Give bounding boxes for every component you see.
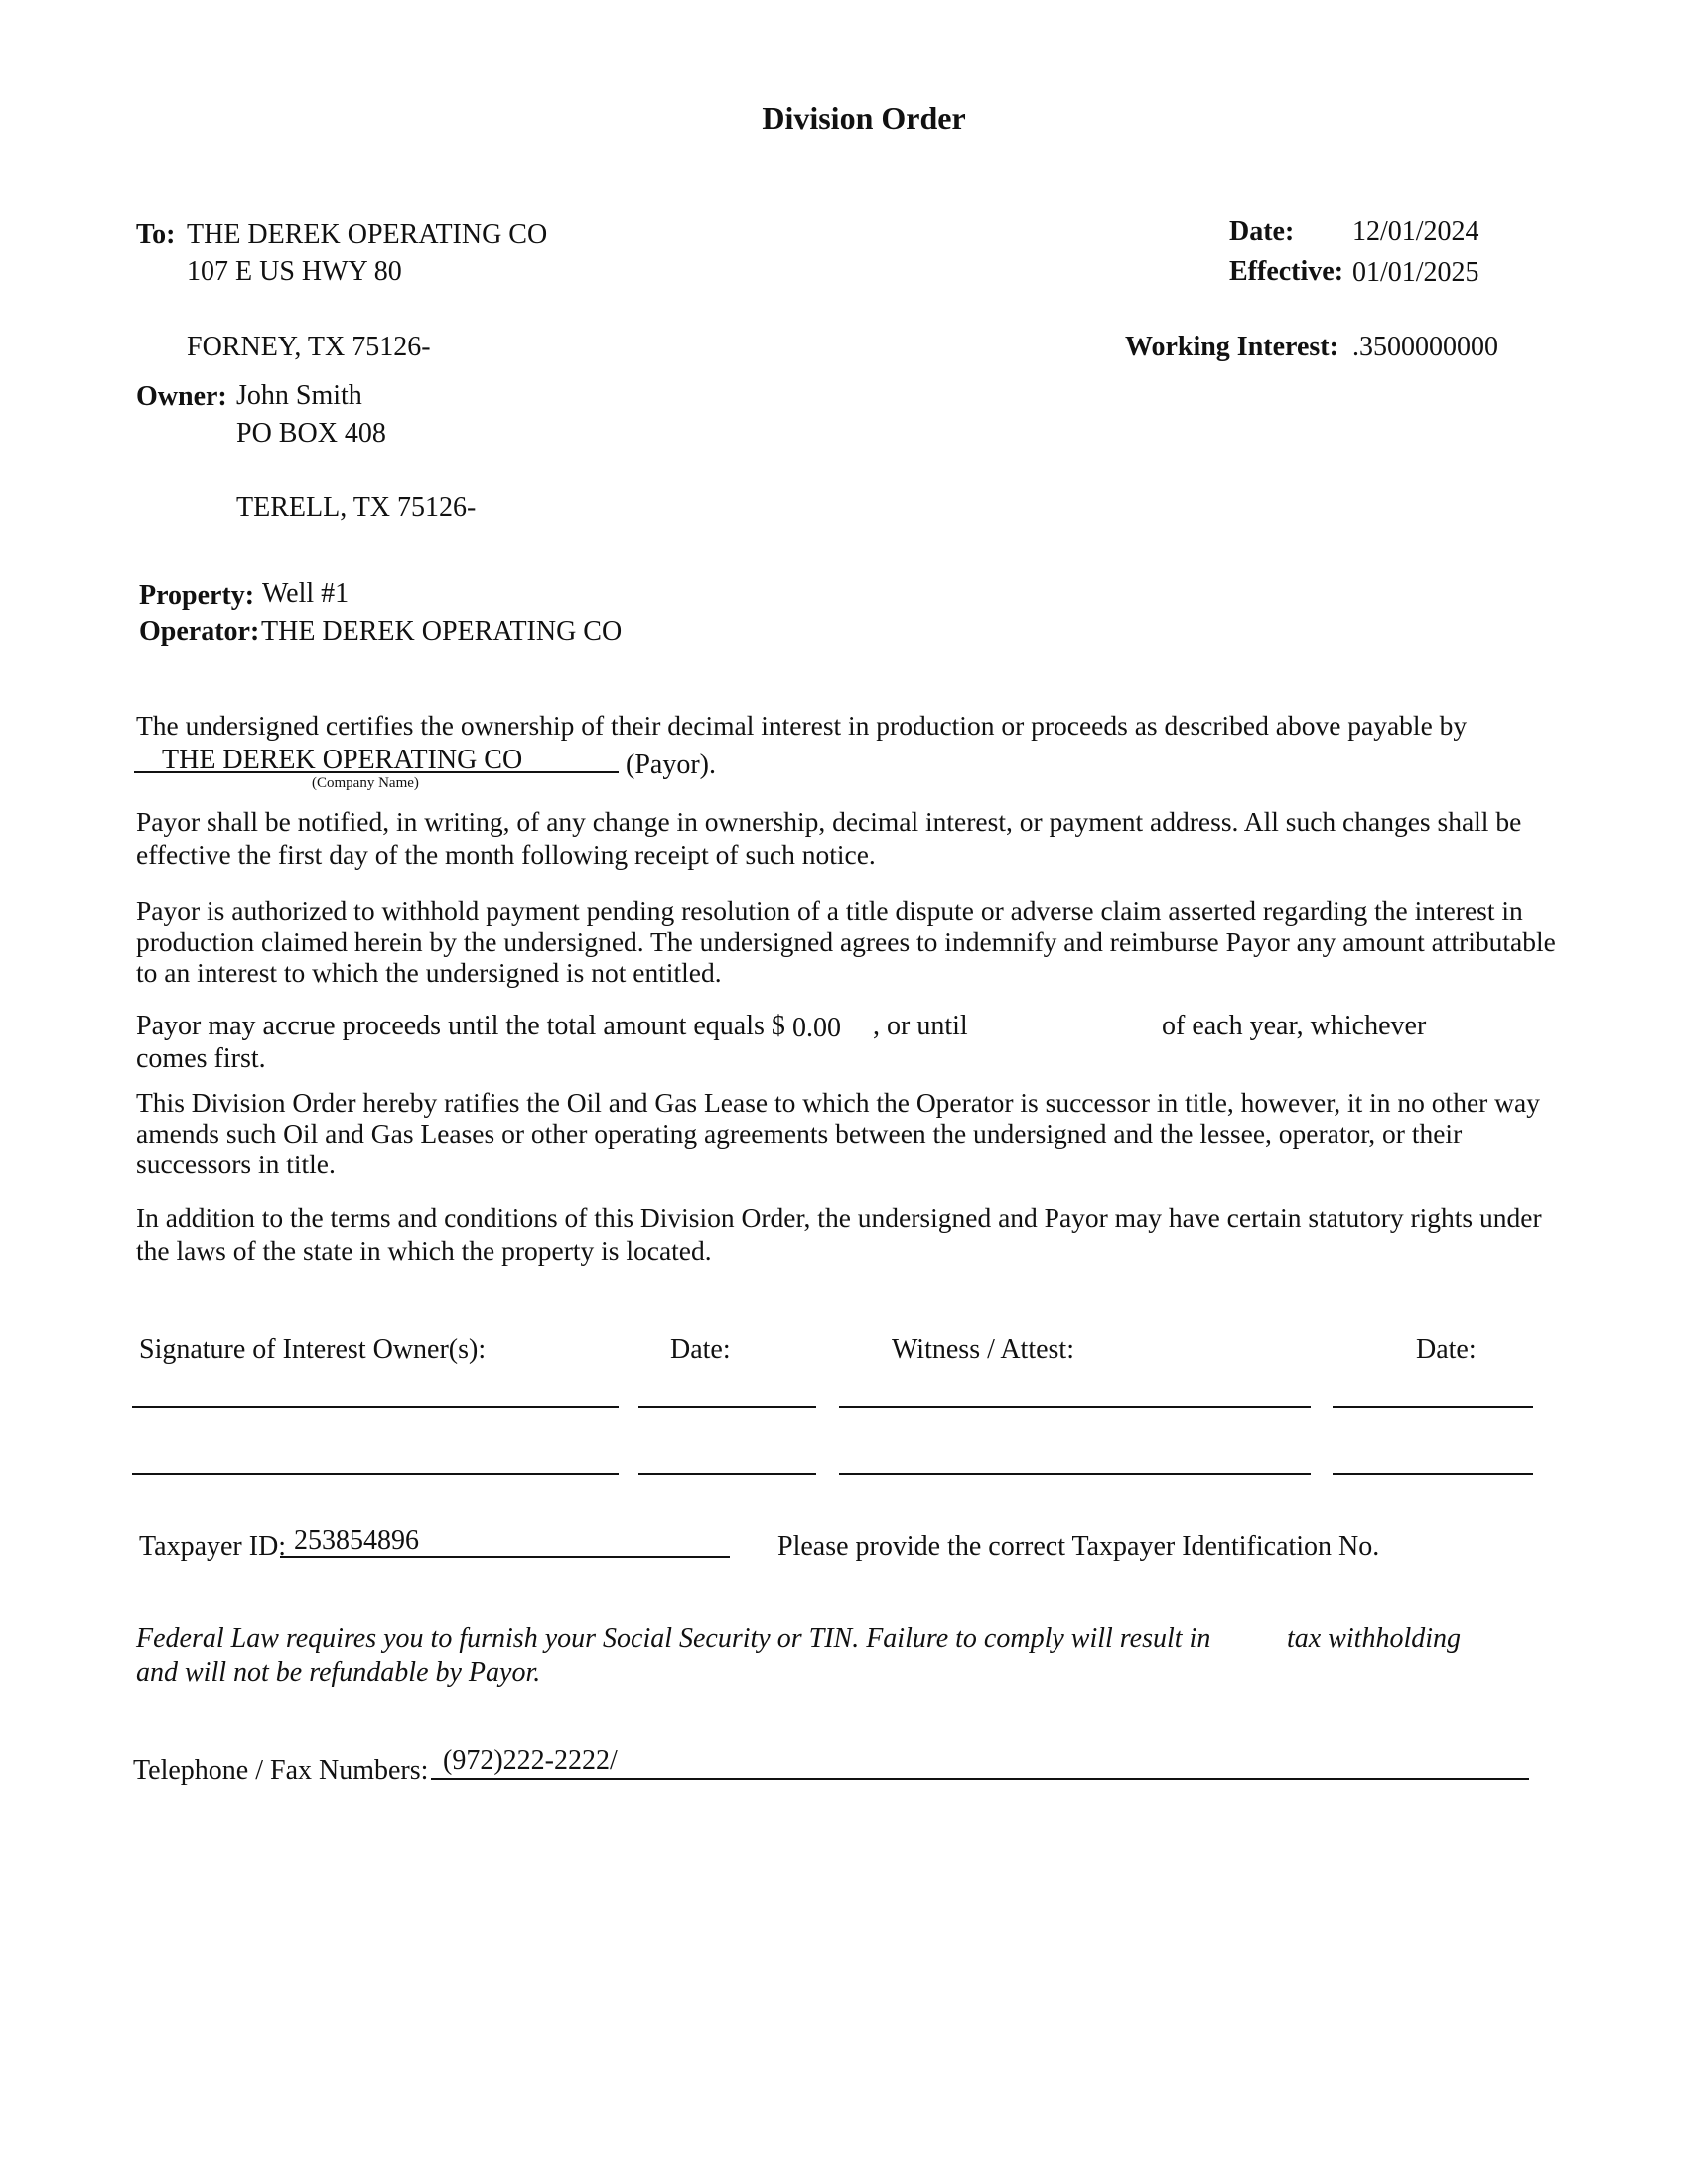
payor-suffix: (Payor).: [626, 750, 716, 780]
property-value: Well #1: [262, 578, 350, 609]
date-value: 12/01/2024: [1352, 216, 1479, 247]
date-label: Date:: [1229, 216, 1295, 247]
witness-label: Witness / Attest:: [892, 1334, 1074, 1365]
signature-date-label: Date:: [670, 1334, 731, 1365]
phone-label: Telephone / Fax Numbers:: [133, 1755, 429, 1786]
accrue-text-start: Payor may accrue proceeds until the total amount equals $: [136, 1011, 785, 1041]
to-city-state-zip: FORNEY, TX 75126-: [187, 332, 431, 362]
witness-signature-line-2[interactable]: [839, 1473, 1311, 1475]
taxpayer-note: Please provide the correct Taxpayer Identification No.: [777, 1531, 1380, 1562]
signature-owner-label: Signature of Interest Owner(s):: [139, 1334, 487, 1365]
withhold-paragraph: Payor is authorized to withhold payment pending resolution of a title dispute or adverse claim asserted regarding the interest in production claimed herein by the undersigned. The undersigned agrees to indemnify and reimburse Payor any amount attributable to an interest to which the undersigned is not entitled.: [136, 895, 1556, 988]
working-interest-value: .3500000000: [1352, 332, 1498, 362]
effective-value: 01/01/2025: [1352, 257, 1479, 288]
phone-underline: [431, 1778, 1529, 1780]
payor-name: THE DEREK OPERATING CO: [162, 745, 523, 775]
owner-date-line-2[interactable]: [638, 1473, 816, 1475]
taxpayer-id-underline: [280, 1556, 730, 1558]
statutory-rights-paragraph: In addition to the terms and conditions of this Division Order, the undersigned and Payor may have certain statutory rights under the laws of the state in which the property is located.: [136, 1202, 1542, 1266]
accrue-amount: 0.00: [792, 1013, 841, 1043]
payor-name-underline: [134, 771, 619, 773]
property-label: Property:: [139, 580, 255, 611]
owner-address: PO BOX 408: [236, 418, 386, 449]
federal-notice-line-2: and will not be refundable by Payor.: [136, 1657, 541, 1688]
witness-date-label: Date:: [1416, 1334, 1477, 1365]
notification-paragraph: Payor shall be notified, in writing, of any change in ownership, decimal interest, or payment address. All such changes shall be effective the first day of the month following receipt of such notice.: [136, 806, 1522, 870]
owner-city-state-zip: TERELL, TX 75126-: [236, 492, 477, 523]
working-interest-label: Working Interest:: [1125, 332, 1338, 362]
operator-value: THE DEREK OPERATING CO: [261, 616, 623, 647]
owner-name: John Smith: [236, 380, 362, 411]
witness-signature-line-1[interactable]: [839, 1406, 1311, 1408]
owner-date-line-1[interactable]: [638, 1406, 816, 1408]
taxpayer-id-label: Taxpayer ID:: [139, 1531, 287, 1562]
owner-signature-line-2[interactable]: [132, 1473, 619, 1475]
federal-notice-withholding: tax withholding: [1287, 1623, 1461, 1654]
federal-notice-line-1: Federal Law requires you to furnish your Social Security or TIN. Failure to comply will result in: [136, 1623, 1211, 1654]
operator-label: Operator:: [139, 616, 260, 647]
accrue-text-end: of each year, whichever: [1162, 1011, 1427, 1041]
to-name: THE DEREK OPERATING CO: [187, 219, 548, 250]
accrue-text-last: comes first.: [136, 1043, 266, 1074]
page-title: Division Order: [762, 100, 966, 136]
phone-value[interactable]: (972)222-2222/: [443, 1745, 618, 1776]
effective-label: Effective:: [1229, 256, 1344, 287]
owner-signature-line-1[interactable]: [132, 1406, 619, 1408]
ratification-paragraph: This Division Order hereby ratifies the Oil and Gas Lease to which the Operator is successor in title, however, it in no other way amends such Oil and Gas Leases or other operating agreements between the undersigned and the lessee, operator, or their successors in title.: [136, 1087, 1540, 1179]
witness-date-line-2[interactable]: [1333, 1473, 1533, 1475]
to-label: To:: [136, 219, 176, 250]
certification-paragraph: The undersigned certifies the ownership of their decimal interest in production or proceeds as described above payable by: [136, 710, 1468, 741]
witness-date-line-1[interactable]: [1333, 1406, 1533, 1408]
accrue-text-middle: , or until: [873, 1011, 968, 1041]
taxpayer-id-value[interactable]: 253854896: [294, 1525, 419, 1556]
owner-label: Owner:: [136, 381, 227, 412]
company-name-caption: (Company Name): [312, 775, 419, 791]
to-address: 107 E US HWY 80: [187, 256, 402, 287]
